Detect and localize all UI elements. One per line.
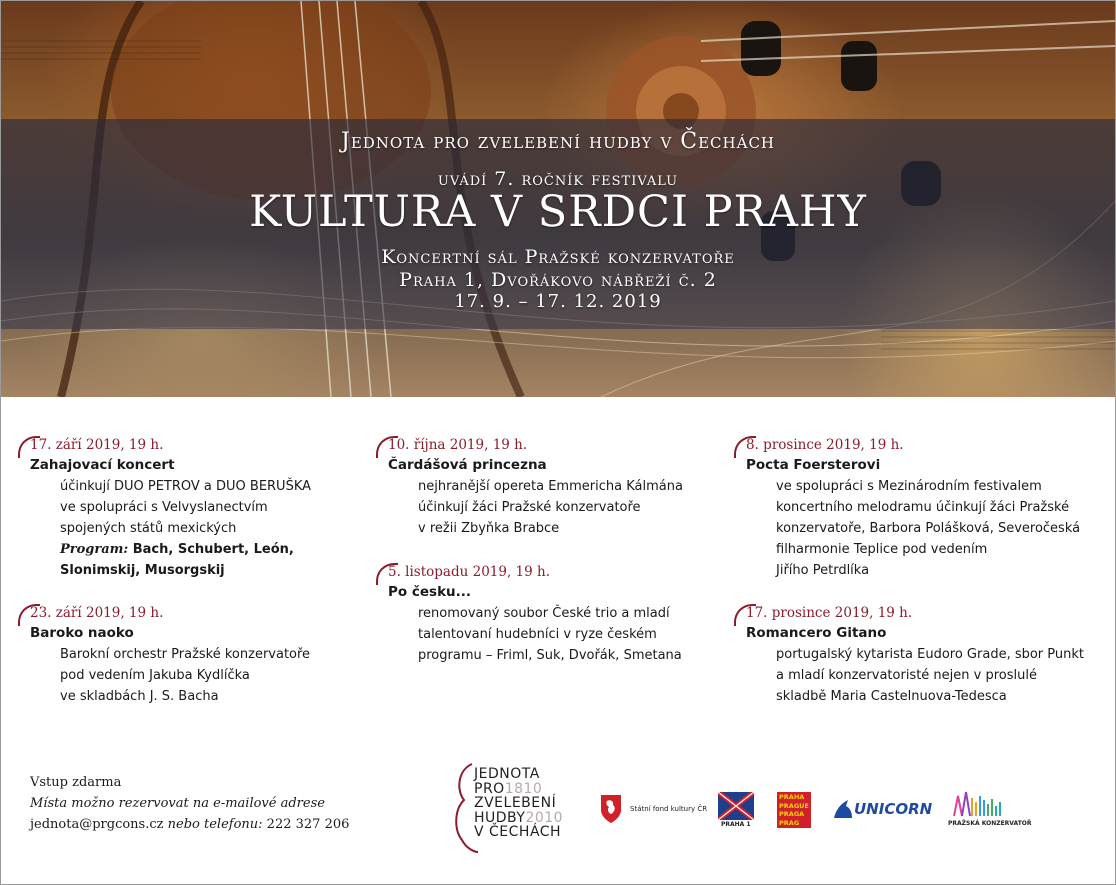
event-title: Po česku... xyxy=(388,584,472,600)
event-title: Zahajovací koncert xyxy=(30,457,175,473)
event-item xyxy=(388,563,708,666)
event-description-line: talentovaní hudebníci v ryze českém xyxy=(418,627,657,642)
event-description-line: konzervatoře, Barbora Polášková, Severočeská xyxy=(776,521,1081,536)
program-label: Program: xyxy=(60,542,129,557)
festival-title: KULTURA V SRDCI PRAHY xyxy=(249,187,867,237)
unicorn-head-icon xyxy=(832,798,854,820)
praha-word: GA xyxy=(793,810,805,818)
event-title: Baroko naoko xyxy=(30,625,134,641)
event-description-line: filharmonie Teplice pod vedením xyxy=(776,542,988,557)
sponsor-conservatory-label: PRAŽSKÁ KONZERVATOŘ xyxy=(948,820,1032,827)
sponsor-sfk-label: Státní fond kultury ČR xyxy=(630,805,708,813)
event-description-line: programu – Friml, Suk, Dvořák, Smetana xyxy=(418,648,682,663)
sponsor-conservatory xyxy=(948,790,1038,830)
event-title: Pocta Foersterovi xyxy=(746,457,881,473)
event-date: 8. prosince 2019, 19 h. xyxy=(746,437,904,453)
event-date: 23. září 2019, 19 h. xyxy=(30,605,164,621)
praha-word: HA xyxy=(793,793,805,801)
logo-year: 1810 xyxy=(504,780,543,797)
event-description-line: v režii Zbyňka Brabce xyxy=(418,521,560,536)
header-banner xyxy=(1,1,1115,397)
event-date: 17. září 2019, 19 h. xyxy=(30,437,164,453)
event-item xyxy=(388,436,708,539)
sponsor-unicorn xyxy=(832,790,932,830)
conservatory-logo-icon xyxy=(952,790,1022,818)
event-description-line: skladbě Maria Castelnuova-Tedesca xyxy=(776,689,1007,704)
phone-number: 222 327 206 xyxy=(266,817,350,832)
event-description-line: účinkují žáci Pražské konzervatoře xyxy=(418,500,641,515)
event-description-line: účinkují DUO PETROV a DUO BERUŠKA xyxy=(60,479,312,494)
email-link[interactable]: jednota@prgcons.cz xyxy=(30,817,164,832)
praha1-flag-icon xyxy=(718,792,754,820)
event-description-line: ve spolupráci s Mezinárodním festivalem xyxy=(776,479,1042,494)
reservation-info xyxy=(30,772,349,835)
phone-label: nebo telefonu: xyxy=(167,817,263,832)
festival-dates: 17. 9. – 17. 12. 2019 xyxy=(454,291,662,312)
praha-word: PRA xyxy=(779,818,794,827)
program-line: Slonimskij, Musorgskij xyxy=(60,563,225,578)
sponsor-unicorn-label: UNICORN xyxy=(854,800,933,818)
praha-word: G xyxy=(793,818,800,827)
organizer-name: Jednota pro zvelebení hudby v Čechách xyxy=(341,129,775,154)
event-description-line: Jiřího Petrdlíka xyxy=(776,563,870,578)
event-date: 17. prosince 2019, 19 h. xyxy=(746,605,913,621)
event-item xyxy=(746,604,1096,707)
jednota-logo xyxy=(450,760,570,855)
sponsor-sfk xyxy=(600,790,710,830)
event-title: Romancero Gitano xyxy=(746,625,887,641)
event-date: 10. října 2019, 19 h. xyxy=(388,437,528,453)
event-description-line: Barokní orchestr Pražské konzervatoře xyxy=(60,647,311,662)
sponsor-praha-city xyxy=(777,790,811,830)
praha-word: PRA xyxy=(779,801,794,810)
event-description-line: ve skladbách J. S. Bacha xyxy=(60,689,219,704)
event-item xyxy=(746,436,1096,581)
event-program xyxy=(30,539,330,560)
event-description-line: nejhranější opereta Emmericha Kálmána xyxy=(418,479,683,494)
praha-word: GUE xyxy=(793,801,809,810)
praha-word: PRA xyxy=(779,810,794,818)
event-title: Čardášová princezna xyxy=(388,457,547,473)
venue-name: Koncertní sál Pražské konzervatoře xyxy=(381,246,735,268)
event-description-line: koncertního melodramu účinkují žáci Pražské xyxy=(776,500,1070,515)
sponsor-praha1-label: PRAHA 1 xyxy=(721,821,751,828)
praha-word: PRA xyxy=(779,793,794,801)
reservation-text: Místa možno rezervovat na e-mailové adrese xyxy=(30,796,325,811)
festival-edition: uvádí 7. ročník festivalu xyxy=(437,168,679,190)
logo-line: V ČECHÁCH xyxy=(474,824,562,840)
logo-line: ZVELEBENÍ xyxy=(474,795,557,811)
venue-address: Praha 1, Dvořákovo nábřeží č. 2 xyxy=(399,269,717,291)
logo-line: HUDBY xyxy=(474,809,526,826)
sponsor-praha1 xyxy=(718,790,762,830)
praha-city-logo xyxy=(777,792,811,828)
event-date: 5. listopadu 2019, 19 h. xyxy=(388,564,550,580)
event-description-line: pod vedením Jakuba Kydlíčka xyxy=(60,668,250,683)
logo-line: PRO xyxy=(474,780,505,797)
logo-line: JEDNOTA xyxy=(474,766,540,782)
logo-year: 2010 xyxy=(525,809,564,826)
program-line: Bach, Schubert, León, xyxy=(132,542,294,557)
czech-lion-shield-icon xyxy=(600,794,622,824)
event-item xyxy=(30,604,330,707)
event-description-line: spojených států mexických xyxy=(60,521,237,536)
event-item xyxy=(30,436,330,581)
event-description-line: portugalský kytarista Eudoro Grade, sbor Punkt xyxy=(776,647,1085,662)
event-description-line: a mladí konzervatoristé nejen v proslulé xyxy=(776,668,1037,683)
free-entry-text: Vstup zdarma xyxy=(30,775,122,790)
event-description-line: ve spolupráci s Velvyslanectvím xyxy=(60,500,268,515)
event-description-line: renomovaný soubor České trio a mladí xyxy=(418,606,670,621)
